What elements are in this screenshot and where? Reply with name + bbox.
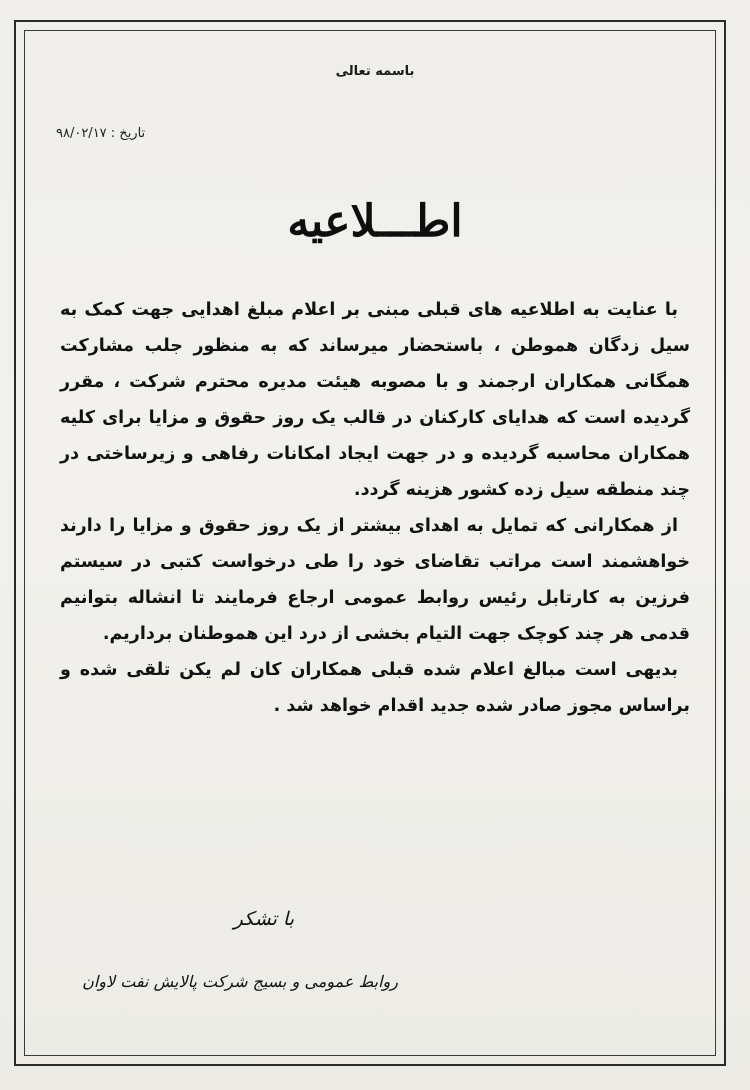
paragraph-1: با عنایت به اطلاعیه های قبلی مبنی بر اعلام مبلغ اهدایی جهت کمک به سیل زدگان هموطن ، باستحضار میرساند که به منظور جلب مشارکت همگانی همکاران ارجمند و با مصوبه هیئت مدیره محترم شرکت ، مقرر گردیده است که هدایای کارکنان در قالب یک روز حقوق و مزایا برای کلیه همکاران محاسبه گردیده و در جهت ایجاد امکانات رفاهی و زیرساختی در چند منطقه سیل زده کشور هزینه گردد.: [60, 300, 690, 500]
with-thanks-text: با تشکر: [233, 908, 294, 930]
date-line: تاریخ : ۹۸/۰۲/۱۷: [56, 126, 146, 141]
paragraph-3: بدیهی است مبالغ اعلام شده قبلی همکاران کان لم یکن تلقی شده و براساس مجوز صادر شده جدید اقدام خواهد شد .: [60, 660, 690, 716]
closing-block: [0, 896, 750, 1016]
paragraph-2: از همکارانی که تمایل به اهدای بیشتر از یک روز حقوق و مزایا را دارند خواهشمند است مراتب تقاضای خود را طی درخواست کتبی در سیستم فرزین به کارتابل رئیس روابط عمومی ارجاع فرمایند تا انشاله بتوانیم قدمی هر چند کوچک جهت التیام بخشی از درد این هموطنان برداریم.: [60, 516, 690, 644]
bismillah-heading: باسمه تعالی: [335, 64, 415, 79]
signature-text: روابط عمومی و بسیج شرکت پالایش نفت لاوان: [82, 972, 398, 991]
announcement-body: [60, 292, 690, 724]
announcement-title: اطـــلاعیه: [287, 196, 463, 247]
